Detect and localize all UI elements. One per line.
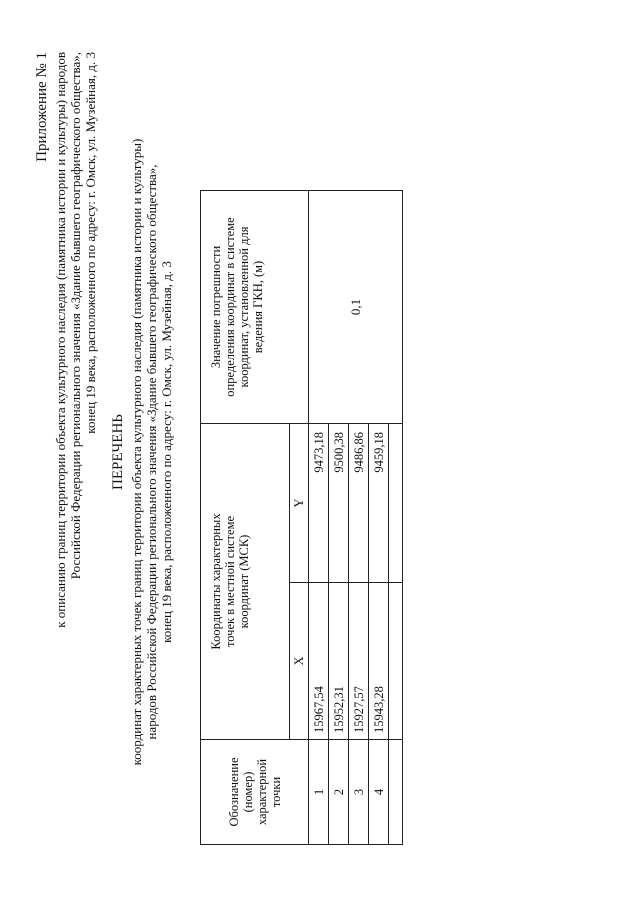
table-row <box>309 191 329 845</box>
header-point-designation: Обозначение (номер) характерной точки <box>201 740 309 845</box>
coord-y: 9459,18 <box>369 424 389 583</box>
appendix-description <box>53 52 98 628</box>
header-coordinates: Координаты характерных точек в местной системе координат (МСК) <box>201 424 290 740</box>
header-x: X <box>290 583 309 740</box>
coord-y: 9500,38 <box>329 424 349 583</box>
coord-x: 15952,31 <box>329 583 349 740</box>
appendix-line: конец 19 века, расположенного по адресу: г. Омск, ул. Музейная, д. 3 <box>83 52 98 434</box>
point-number: 4 <box>369 740 389 845</box>
appendix-line: к описанию границ территории объекта культурного наследия (памятника истории и культуры) народов <box>53 52 68 628</box>
list-line: конец 19 века, расположенного по адресу: г. Омск, ул. Музейная, д. 3 <box>159 261 174 643</box>
header-y: Y <box>290 424 309 583</box>
appendix-title: Приложение № 1 <box>34 52 50 162</box>
coord-y: 9486,86 <box>349 424 369 583</box>
list-line: координат характерных точек границ территории объекта культурного наследия (памятника истории и культуры) <box>129 138 144 766</box>
coord-x: 15927,57 <box>349 583 369 740</box>
appendix-line: Российской Федерации регионального значения «Здание бывшего географического общества», <box>68 52 83 580</box>
list-title: ПЕРЕЧЕНЬ <box>110 414 126 490</box>
error-value: 0,1 <box>309 191 403 424</box>
point-number: 2 <box>329 740 349 845</box>
header-error: Значение погрешности определения координат в системе координат, установленной для ведения ГКН, (м) <box>201 191 309 424</box>
point-number: 3 <box>349 740 369 845</box>
coord-y: 9473,18 <box>309 424 329 583</box>
coordinates-table <box>200 190 403 845</box>
coord-x: 15943,28 <box>369 583 389 740</box>
list-line: народов Российской Федерации регионального значения «Здание бывшего географического общества», <box>144 164 159 740</box>
document-sheet <box>0 2 640 902</box>
point-number: 1 <box>309 740 329 845</box>
list-description <box>129 2 174 902</box>
coord-x: 15967,54 <box>309 583 329 740</box>
